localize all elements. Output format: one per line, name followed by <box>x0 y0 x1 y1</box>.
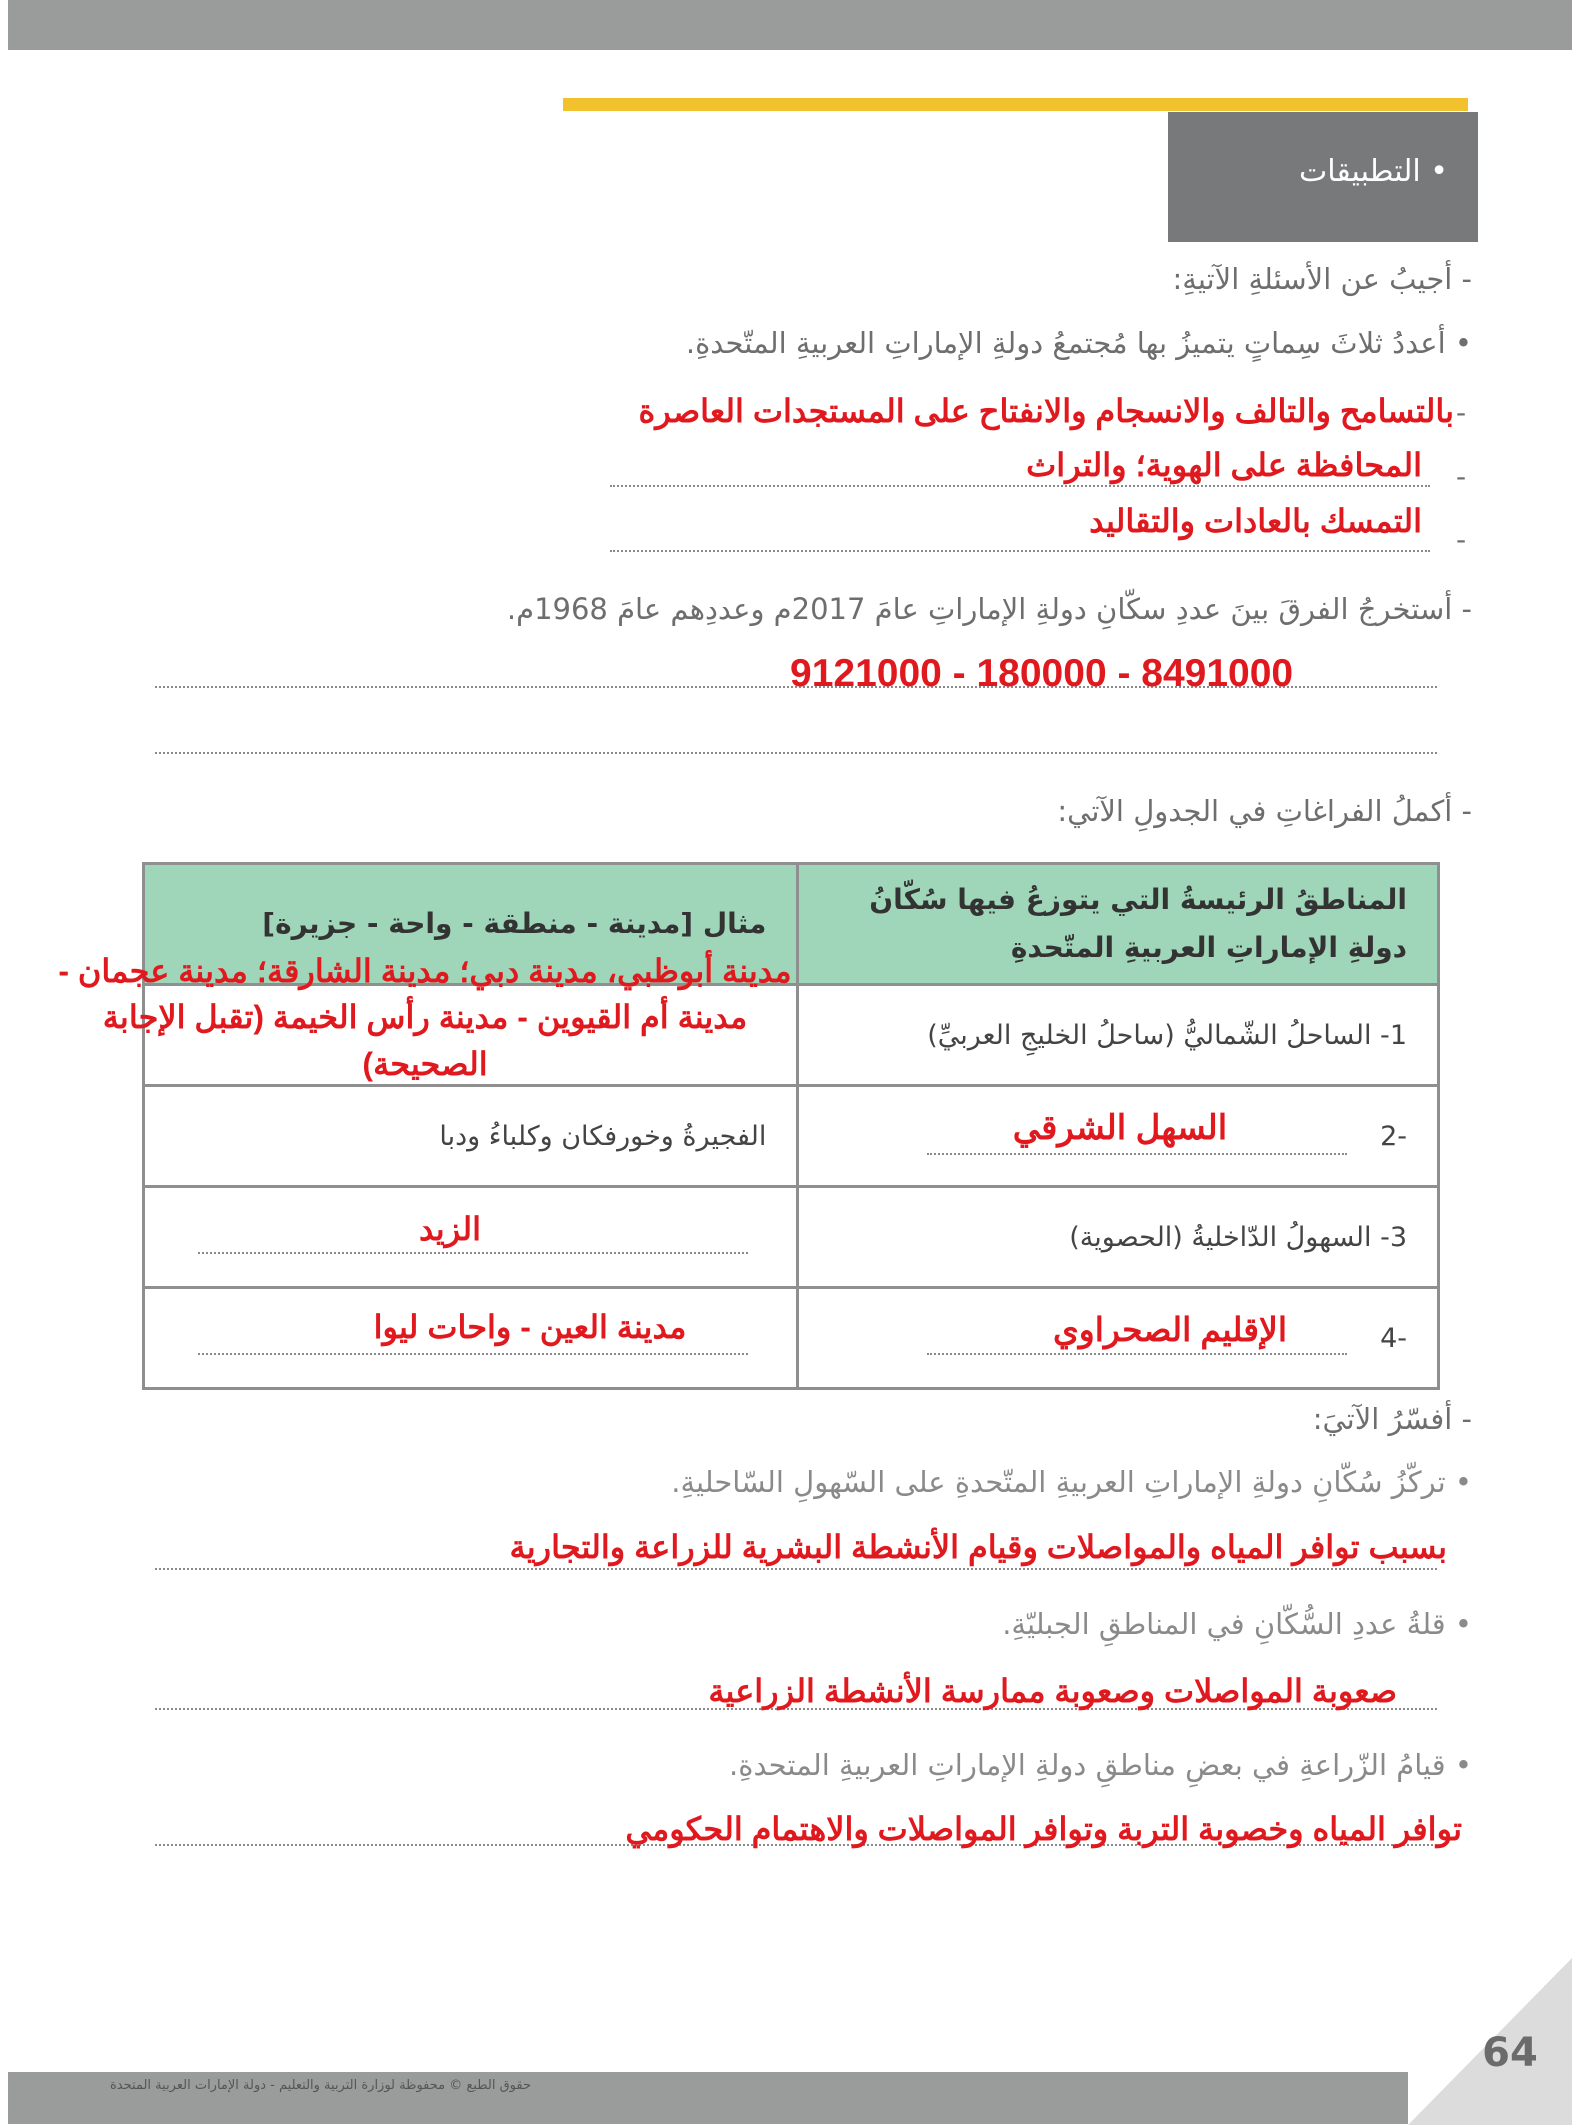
table-header-regions: المناطقُ الرئيسةُ التي يتوزعُ فيها سُكّانُ دولةِ الإماراتِ العربيةِ المتّحدةِ <box>798 864 1439 985</box>
q1-prompt: • أعددُ ثلاثَ سِماتٍ يتميزُ بها مُجتمعُ دولةِ الإماراتِ العربيةِ المتّحدةِ. <box>685 326 1472 360</box>
q1-answer-1: بالتسامح والتالف والانسجام والانفتاح على المستجدات العاصرة <box>638 393 1454 429</box>
page-number: 64 <box>1482 2030 1538 2076</box>
row3-example-answer: الزيد <box>419 1211 481 1247</box>
q4-answer-3: توافر المياه وخصوبة التربة وتوافر المواصلات والاهتمام الحكومي <box>625 1811 1462 1847</box>
top-bar <box>8 0 1572 50</box>
table-header-examples: مثال [مدينة - منطقة - واحة - جزيرة] <box>144 864 798 985</box>
row4-example-answer: مدينة العين - واحات ليوا <box>373 1309 687 1345</box>
row2-region-answer: السهل الشرقي <box>1012 1109 1228 1147</box>
q3-heading: - أكملُ الفراغاتِ في الجدولِ الآتي: <box>1057 794 1472 828</box>
q2-answer: 9121000 - 180000 - 8491000 <box>790 652 1294 695</box>
row3-region: 3- السهولُ الدّاخليةُ (الحصوية) <box>798 1187 1439 1288</box>
table-row <box>144 1187 1439 1288</box>
accent-line <box>563 98 1468 111</box>
q1-answer-2: المحافظة على الهوية؛ والتراث <box>1026 447 1422 483</box>
q4-answer-1: بسبب توافر المياه والمواصلات وقيام الأنشطة البشرية للزراعة والتجارية <box>509 1529 1447 1565</box>
q4-prompt-1: • تركّزُ سُكّانِ دولةِ الإماراتِ العربيةِ المتّحدةِ على السّهولِ السّاحليةِ. <box>671 1465 1472 1499</box>
q1-answer-3: التمسك بالعادات والتقاليد <box>1089 503 1422 539</box>
q4-heading: - أفسّرُ الآتيَ: <box>1312 1402 1472 1436</box>
row2-region: -2 <box>798 1086 1439 1187</box>
section-header <box>1168 112 1478 242</box>
q2-prompt: - أستخرجُ الفرقَ بينَ عددِ سكّانِ دولةِ الإماراتِ عامَ 2017م وعددِهم عامَ 1968م. <box>506 592 1472 626</box>
copyright-text: حقوق الطبع © محفوظة لوزارة التربية والتعليم - دولة الإمارات العربية المتحدة <box>110 2078 532 2093</box>
row2-example: الفجيرةُ وخورفكان وكلباءُ ودبا <box>144 1086 798 1187</box>
row1-region: 1- الساحلُ الشّماليُّ (ساحلُ الخليجِ العربيِّ) <box>798 985 1439 1086</box>
q4-prompt-2: • قلةُ عددِ السُّكّانِ في المناطقِ الجبليّةِ. <box>1002 1607 1472 1641</box>
section-title: • التطبيقات <box>1298 154 1448 189</box>
row4-region-answer: الإقليم الصحراوي <box>1052 1311 1288 1348</box>
q4-answer-2: صعوبة المواصلات وصعوبة ممارسة الأنشطة الزراعية <box>708 1673 1397 1709</box>
q4-prompt-3: • قيامُ الزّراعةِ في بعضِ مناطقِ دولةِ الإماراتِ العربيةِ المتحدةِ. <box>729 1748 1472 1782</box>
q1-heading: - أجيبُ عن الأسئلةِ الآتيةِ: <box>1172 262 1472 296</box>
row1-example-answer: مدينة أبوظبي، مدينة دبي؛ مدينة الشارقة؛ مدينة عجمان - مدينة أم القيوين - مدينة رأس الخيمة (تقبل الإجابة الصحيحة) <box>58 953 792 1082</box>
row4-region: -4 <box>798 1288 1439 1389</box>
